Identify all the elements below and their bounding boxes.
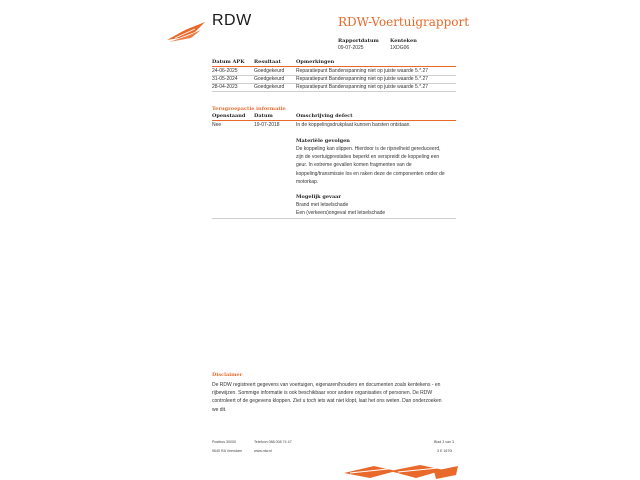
apk-header-rule: [212, 66, 456, 67]
apk-row-remark: Reparatiepunt Bandenspanning niet op juiste waarde 5.*.27: [296, 76, 429, 82]
recall-col-defect: Omschrijving defect: [296, 113, 353, 119]
apk-row-remark: Reparatiepunt Bandenspanning niet op juiste waarde 5.*.27: [296, 68, 429, 74]
apk-row-result: Goedgekeurd: [254, 84, 285, 90]
report-date-label: Rapportdatum: [338, 38, 379, 44]
row-divider: [212, 91, 456, 92]
footer-phone: Telefoon 088 008 74 47: [254, 440, 292, 444]
recall-col-open: Openstaand: [212, 113, 246, 119]
danger-text: Brand met letselschade Een (verkeers)ongeval met letselschade: [296, 202, 386, 217]
brand-name: RDW: [212, 12, 252, 29]
plate-value: 1XDG06: [390, 45, 410, 51]
document-title: RDW-Voertuigrapport: [338, 15, 470, 29]
apk-row-date: 31-05-2024: [212, 76, 238, 82]
apk-col-result: Resultaat: [254, 59, 281, 65]
footer-postbox: Postbus 30000: [212, 440, 236, 444]
report-date-value: 09-07-2025: [338, 45, 364, 51]
apk-row-result: Goedgekeurd: [254, 68, 285, 74]
plate-label: Kenteken: [390, 38, 417, 44]
apk-row-date: 24-06-2025: [212, 68, 238, 74]
rdw-logo-icon: [165, 20, 209, 44]
recall-header-rule: [212, 120, 456, 121]
apk-col-remarks: Opmerkingen: [296, 59, 335, 65]
recall-open-value: Nee: [212, 122, 222, 128]
footer-page-number: Blad 3 van 3: [434, 440, 454, 444]
recall-col-date: Datum: [254, 113, 273, 119]
apk-row-remark: Reparatiepunt Bandenspanning niet op juiste waarde 5.*.27: [296, 84, 429, 90]
disclaimer-title: Disclaimer: [212, 372, 243, 378]
footer-website[interactable]: www.rdw.nl: [254, 449, 272, 453]
footer-code: 3 E 1670l: [437, 449, 453, 453]
consequences-title: Materiële gevolgen: [296, 138, 350, 144]
disclaimer-text: De RDW registreert gegevens van voertuigen, eigenaren/houders en documenten zoals kentekens - en rijbewijzen. Sommige informatie is ook beschikbaar voor andere organisaties of personen. De RDW controleert of de gegevens kloppen. Ziet u toch iets wat niet klopt, laat het ons weten. Dan onderzoeken we dit.: [212, 382, 442, 413]
recall-defect-value: In de koppelingsdrukplaat kunnen barsten ontstaan.: [296, 122, 411, 128]
footer-city: 9640 RA Veendam: [212, 449, 242, 453]
danger-title: Mogelijk gevaar: [296, 194, 342, 200]
apk-row-date: 28-04-2023: [212, 84, 238, 90]
apk-col-date: Datum APK: [212, 59, 245, 65]
recall-end-rule: [212, 218, 456, 219]
consequences-text: De koppeling kan slippen. Hierdoor is de rijsnelheid gereduceerd, zijn de voertuigprestaties beperkt en verspreidt de koppeling een geur. In extreme gevallen komen fragmenten van de koppeling/transmissie los en raken deze de componenten onder de motorkap.: [296, 146, 445, 185]
decorative-swoosh-icon: [340, 463, 464, 480]
recall-date-value: 19-07-2018: [254, 122, 280, 128]
recall-section-title: Terugroepactie informatie: [212, 106, 286, 112]
apk-row-result: Goedgekeurd: [254, 76, 285, 82]
